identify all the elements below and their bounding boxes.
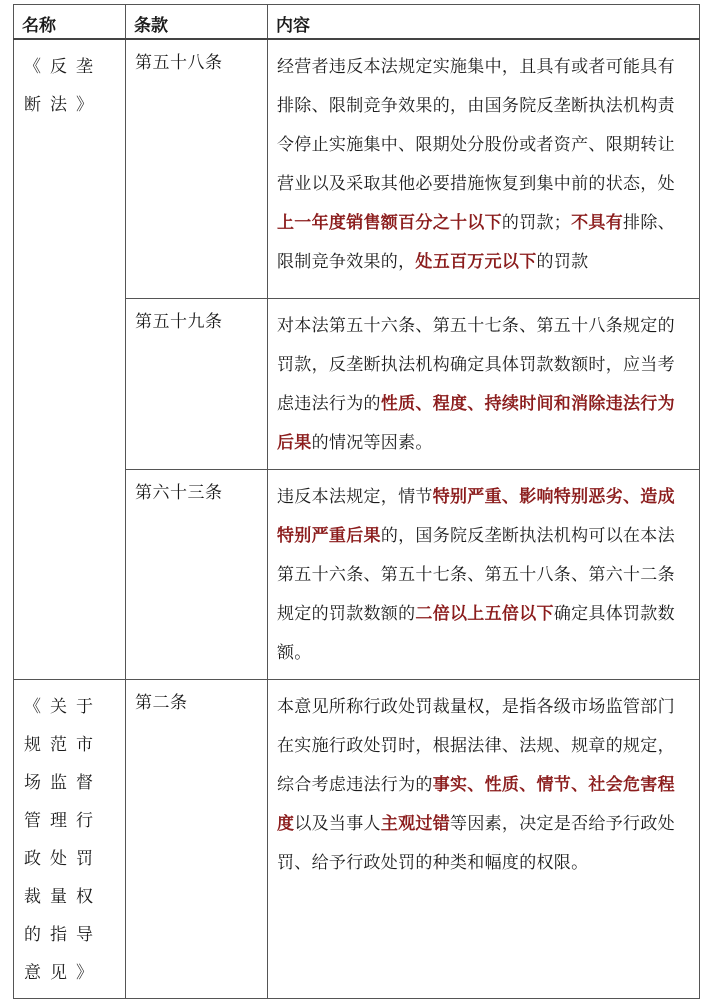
content-cell — [268, 299, 700, 470]
content-text: 对本法第五十六条、第五十七条、第五十八条规定的罚款，反垄断执法机构确定具体罚款数额时，应当考虑违法行为的 — [277, 316, 675, 414]
highlighted-text: 处五百万元以下 — [415, 251, 537, 272]
header-clause: 条款 — [126, 5, 268, 39]
table-row — [14, 39, 700, 299]
highlighted-text: 事实、性质、情节、社会危害程度 — [277, 775, 675, 834]
content-text: 本意见所称行政处罚裁量权，是指各级市场监管部门在实施行政处罚时，根据法律、法规、规章的规定，综合考虑违法行为的 — [277, 697, 675, 795]
content-text: 的罚款 — [536, 251, 589, 272]
regulation-table — [13, 4, 700, 999]
content-text: 违反本法规定，情节 — [277, 487, 433, 507]
clause-cell: 第五十八条 — [126, 39, 268, 299]
content-text: 经营者违反本法规定实施集中，且具有或者可能具有排除、限制竞争效果的，由国务院反垄断执法机构责令停止实施集中、限期处分股份或者资产、限期转让营业以及采取其他必要措施恢复到集中前的状态，处 — [277, 56, 675, 194]
content-cell — [268, 39, 700, 299]
law-name-cell: 《关于规范市场监督管理行政处罚裁量权的指导意见》 — [14, 680, 126, 999]
content-text: 以及当事人 — [294, 814, 381, 834]
clause-cell: 第二条 — [126, 680, 268, 999]
content-text: 的，国务院反垄断执法机构可以在本法第五十六条、第五十七条、第五十八条、第六十二条规定的罚款数额的 — [277, 526, 675, 624]
content-text: 确定具体罚款数额。 — [277, 604, 675, 663]
content-text: 的罚款； — [501, 212, 572, 233]
content-text: 排除、限制竞争效果的， — [277, 212, 675, 272]
highlighted-text: 主观过错 — [380, 814, 451, 834]
clause-cell: 第五十九条 — [126, 299, 268, 470]
content-cell — [268, 680, 700, 999]
header-name: 名称 — [14, 5, 126, 39]
highlighted-text: 上一年度销售额百分之十以下 — [277, 212, 502, 233]
header-row — [14, 5, 700, 39]
header-content: 内容 — [268, 5, 700, 39]
highlighted-text: 二倍以上五倍以下 — [415, 604, 554, 624]
law-name-cell: 《反垄断法》 — [14, 39, 126, 680]
content-text: 等因素，决定是否给予行政处罚、给予行政处罚的种类和幅度的权限。 — [277, 814, 675, 873]
highlighted-text: 不具有 — [571, 212, 624, 233]
highlighted-text: 特别严重、影响特别恶劣、造成特别严重后果 — [277, 487, 675, 546]
content-cell — [268, 470, 700, 680]
highlighted-text: 性质、程度、持续时间和消除违法行为后果 — [277, 394, 675, 453]
clause-cell: 第六十三条 — [126, 470, 268, 680]
table-row — [14, 680, 700, 999]
content-text: 的情况等因素。 — [311, 433, 433, 453]
